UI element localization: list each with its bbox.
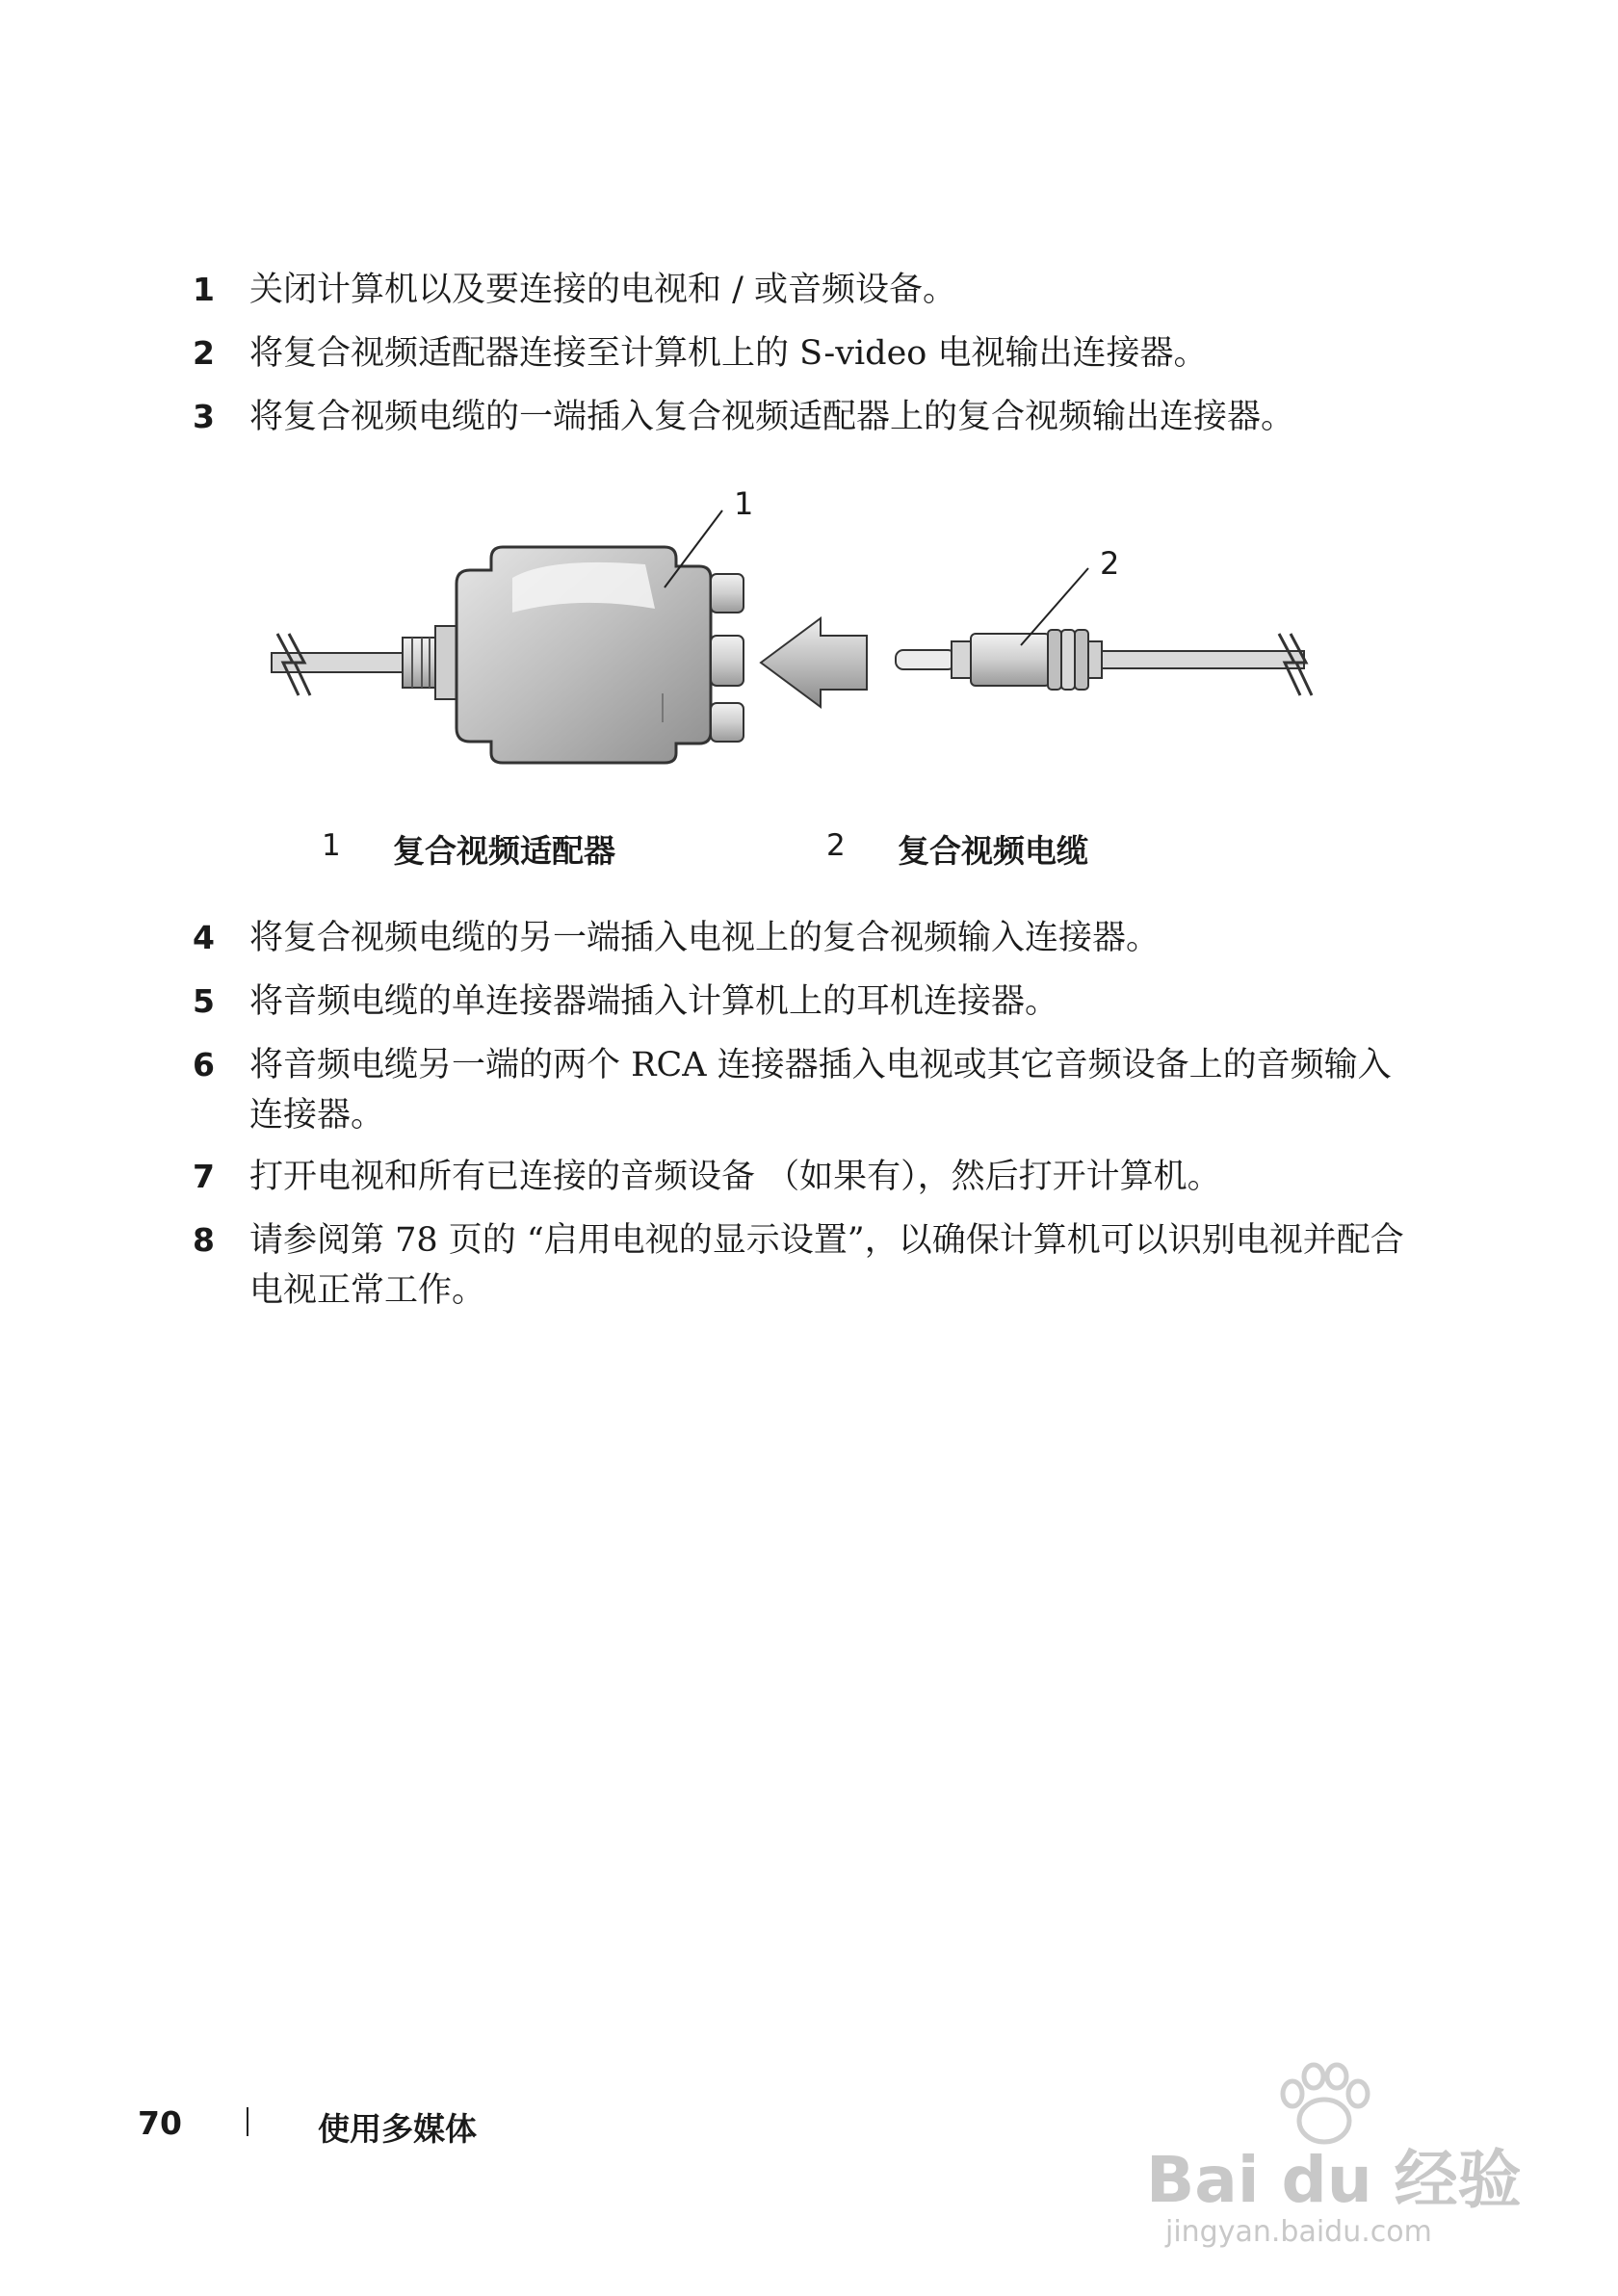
legend-number-2: 2 bbox=[826, 828, 846, 863]
step-number: 5 bbox=[193, 982, 215, 1020]
connector-figure bbox=[260, 472, 1348, 876]
step-number: 6 bbox=[193, 1046, 215, 1083]
step-text: 将复合视频电缆的另一端插入电视上的复合视频输入连接器。 bbox=[249, 919, 1161, 957]
adapter-strain-relief bbox=[403, 626, 457, 699]
step-number: 8 bbox=[193, 1221, 215, 1259]
step-text: 将复合视频适配器连接至计算机上的 S-video 电视输出连接器。 bbox=[249, 334, 1208, 373]
insert-direction-arrow bbox=[761, 618, 867, 707]
footer-divider bbox=[247, 2107, 248, 2136]
step-number: 3 bbox=[193, 398, 215, 435]
step-text: 将音频电缆的单连接器端插入计算机上的耳机连接器。 bbox=[249, 982, 1059, 1021]
section-title: 使用多媒体 bbox=[318, 2110, 477, 2148]
step-number: 4 bbox=[193, 919, 215, 956]
callout-1-label: 1 bbox=[734, 485, 754, 522]
step-number: 7 bbox=[193, 1158, 215, 1195]
watermark-brand: Bai du 经验 bbox=[1146, 2143, 1522, 2217]
legend-number-1: 1 bbox=[322, 828, 341, 863]
adapter-cable-illustration bbox=[260, 472, 1348, 799]
step-text: 打开电视和所有已连接的音频设备 （如果有），然后打开计算机。 bbox=[249, 1158, 1221, 1196]
callout-2-label: 2 bbox=[1100, 545, 1120, 582]
baidu-jingyan-watermark bbox=[1146, 2061, 1551, 2254]
watermark-url: jingyan.baidu.com bbox=[1165, 2215, 1432, 2249]
legend-label-2: 复合视频电缆 bbox=[898, 832, 1088, 870]
step-text: 将复合视频电缆的一端插入复合视频适配器上的复合视频输出连接器。 bbox=[249, 398, 1295, 436]
left-cable bbox=[272, 634, 416, 695]
step-text: 关闭计算机以及要连接的电视和 / 或音频设备。 bbox=[249, 271, 957, 309]
page-number: 70 bbox=[138, 2104, 182, 2142]
step-number: 1 bbox=[193, 271, 215, 308]
step-number: 2 bbox=[193, 334, 215, 372]
composite-video-cable bbox=[896, 630, 1312, 695]
step-text: 将音频电缆另一端的两个 RCA 连接器插入电视或其它音频设备上的音频输入连接器。 bbox=[249, 1046, 1392, 1135]
step-text: 请参阅第 78 页的 “启用电视的显示设置”，以确保计算机可以识别电视并配合电视正常工作。 bbox=[249, 1221, 1404, 1310]
composite-video-adapter bbox=[457, 547, 744, 763]
legend-label-1: 复合视频适配器 bbox=[393, 832, 615, 870]
